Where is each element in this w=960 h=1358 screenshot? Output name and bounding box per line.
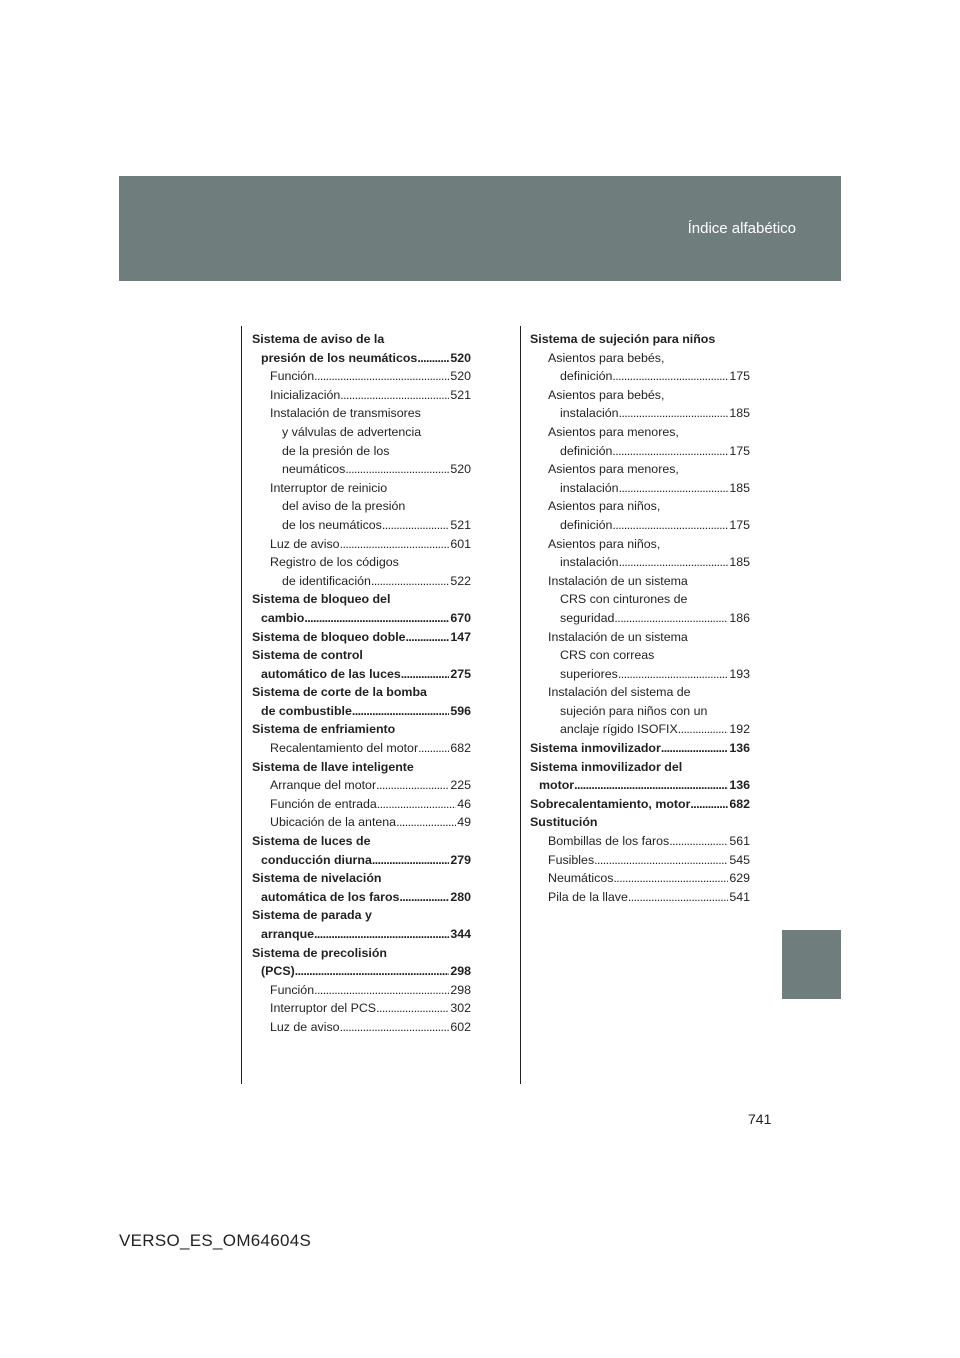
index-entry-text: arranque [261,927,315,941]
dot-leader [678,720,729,739]
dot-leader [399,888,449,907]
index-entry [252,349,471,368]
index-entry-text: Ubicación de la antena [270,815,397,830]
index-entry-page: 175 [729,369,750,384]
index-entry-text: motor [539,778,575,793]
index-entry-page: 601 [450,536,471,551]
index-entry-text: presión de los neumáticos [261,350,418,365]
index-entry-page: 344 [450,927,471,941]
index-entry-page: 521 [450,387,471,402]
index-entry [530,349,750,368]
index-entry-page: 49 [457,815,471,830]
index-entry [252,423,471,442]
page-number: 741 [748,1111,772,1127]
dot-leader [345,460,449,479]
index-entry-text: Interruptor del PCS [270,1001,377,1016]
index-entry-text: Instalación de un sistema [548,573,688,588]
index-entry-text: definición [560,517,613,532]
index-entry-text: Recalentamiento del motor [270,741,419,756]
index-entry [530,460,750,479]
index-entry [252,646,471,665]
index-entry-page: 670 [450,610,471,625]
index-entry [252,832,471,851]
index-entry-page: 602 [450,1019,471,1034]
index-entry [252,888,471,907]
index-entry-text: Sistema de sujeción para niños [530,332,716,346]
index-entry [530,665,750,684]
index-entry-text: instalación [560,406,619,421]
index-entry-page: 225 [450,778,471,793]
index-entry [530,628,750,647]
dot-leader [417,349,449,368]
index-entry [252,404,471,423]
index-entry-text: Luz de aviso [270,536,340,551]
index-entry-page: 175 [729,443,750,458]
index-entry [252,367,471,386]
index-entry [252,962,471,981]
index-entry-page: 185 [729,480,750,495]
index-entry [530,646,750,665]
index-entry [252,442,471,461]
index-entry [530,702,750,721]
index-entry [252,386,471,405]
index-entry-text: anclaje rígido ISOFIX [560,722,678,737]
index-entry [252,739,471,758]
index-entry-text: y válvulas de advertencia [282,424,422,439]
index-entry [252,1018,471,1037]
index-entry-text: Interruptor de reinicio [270,480,388,495]
index-entry-text: Bombillas de los faros [548,834,670,849]
index-entry-text: Instalación de transmisores [270,406,421,421]
index-entry [530,590,750,609]
index-entry-text: Luz de aviso [270,1019,340,1034]
dot-leader [352,702,449,721]
index-entry-text: Sistema de bloqueo del [252,592,391,607]
index-entry-text: Sistema de bloqueo doble [252,629,406,644]
index-entry [530,776,750,795]
index-entry-page: 682 [729,796,750,811]
dot-leader [690,795,728,814]
index-entry-page: 193 [729,666,750,681]
index-entry-text: seguridad [560,610,615,625]
dot-leader [612,367,728,386]
header-title: Índice alfabético [687,220,796,237]
index-entry [252,516,471,535]
index-entry-page: 192 [729,722,750,737]
dot-leader [594,851,728,870]
dot-leader [340,386,449,405]
index-entry-text: Asientos para niños, [548,536,661,551]
index-entry-page: 629 [729,871,750,886]
index-entry [252,665,471,684]
index-entry-page: 521 [450,517,471,532]
index-entry-text: automático de las luces [261,666,401,681]
index-entry-text: instalación [560,480,619,495]
index-entry-text: Asientos para bebés, [548,387,665,402]
index-entry [252,999,471,1018]
index-entry-text: de la presión de los [282,443,390,458]
index-entry-text: automática de los faros [261,889,400,904]
dot-leader [614,609,728,628]
index-entry-text: conducción diurna [261,852,372,867]
index-entry-page: 520 [450,462,471,477]
index-entry-text: Arranque del motor [270,778,377,793]
dot-leader [377,795,456,814]
header-band [119,176,841,281]
index-entry-text: Sistema de control [252,648,363,663]
index-entry-page: 682 [450,741,471,756]
index-entry [252,944,471,963]
index-entry-text: Sistema de llave inteligente [252,759,414,774]
index-entry-page: 185 [729,406,750,421]
dot-leader [372,851,449,870]
dot-leader [612,516,728,535]
index-entry-text: Sustitución [530,815,598,830]
index-entry-text: Sistema de enfriamiento [252,722,396,737]
index-entry-text: Instalación del sistema de [548,685,691,700]
index-entry [530,404,750,423]
index-entry-page: 136 [729,778,750,793]
index-entry [252,590,471,609]
dot-leader [376,776,449,795]
index-entry [530,386,750,405]
index-entry-text: Pila de la llave [548,889,628,904]
index-entry [252,535,471,554]
index-entry-text: Sistema inmovilizador del [530,759,683,774]
index-entry-page: 186 [729,610,750,625]
index-entry-text: (PCS) [261,964,295,979]
index-entry [530,888,750,907]
dot-leader [314,925,449,944]
index-entry [252,720,471,739]
index-entry-text: Asientos para menores, [548,462,679,477]
dot-leader [418,739,449,758]
index-entry [530,739,750,758]
dot-leader [406,628,450,647]
dot-leader [628,888,728,907]
index-entry-text: Sistema de corte de la bomba [252,685,427,700]
index-entry [530,609,750,628]
index-entry-text: de identificación [282,573,371,588]
index-entry [530,813,750,832]
index-entry-page: 561 [729,834,750,849]
index-entry-text: definición [560,443,613,458]
index-entry-text: Sistema de parada y [252,908,372,923]
index-entry [530,832,750,851]
dot-leader [376,999,449,1018]
dot-leader [661,739,728,758]
index-entry [252,851,471,870]
index-entry-text: superiores [560,666,618,681]
index-entry-page: 298 [450,964,471,979]
dot-leader [382,516,449,535]
section-thumb-tab [782,930,841,999]
index-entry [252,906,471,925]
index-entry-page: 596 [450,703,471,718]
index-entry [252,628,471,647]
index-entry-text: de combustible [261,703,352,718]
column-divider-left [241,326,242,1084]
index-entry-text: Sistema de aviso de la [252,332,385,346]
dot-leader [295,962,450,981]
index-entry [530,572,750,591]
index-entry-page: 280 [450,889,471,904]
index-entry [530,869,750,888]
index-entry [252,925,471,944]
index-entry-text: Instalación de un sistema [548,629,688,644]
dot-leader [340,535,450,554]
index-column-left [252,330,471,1037]
index-entry-text: definición [560,369,613,384]
index-entry [252,981,471,1000]
index-entry-text: Sistema inmovilizador [530,741,661,756]
index-entry-text: Función [270,982,315,997]
index-entry-text: instalación [560,555,619,570]
index-entry-page: 520 [450,369,471,384]
index-entry [252,776,471,795]
index-entry [530,553,750,572]
index-entry-text: Fusibles [548,852,595,867]
index-entry [530,720,750,739]
dot-leader [401,665,450,684]
index-entry-text: Asientos para bebés, [548,350,665,365]
index-entry-page: 541 [729,889,750,904]
dot-leader [618,665,728,684]
index-entry-text: Asientos para niños, [548,499,661,514]
index-entry-page: 136 [729,741,750,756]
column-divider-right [520,326,521,1084]
index-entry [530,442,750,461]
index-entry [252,795,471,814]
index-entry [530,851,750,870]
index-entry-text: CRS con cinturones de [560,592,688,607]
index-entry-text: Neumáticos [548,871,614,886]
index-entry [530,497,750,516]
index-entry [252,813,471,832]
index-entry-page: 545 [729,852,750,867]
index-entry-page: 279 [450,852,471,867]
index-entry [252,497,471,516]
index-entry-text: Sobrecalentamiento, motor [530,796,691,811]
index-entry [252,572,471,591]
index-entry-text: sujeción para niños con un [560,703,708,718]
index-entry [252,758,471,777]
dot-leader [314,367,449,386]
index-entry [252,683,471,702]
dot-leader [619,404,729,423]
index-entry [530,795,750,814]
index-entry-text: CRS con correas [560,648,655,663]
index-entry [530,516,750,535]
index-entry-text: Función [270,369,315,384]
index-entry [252,330,471,349]
dot-leader [574,776,728,795]
index-entry-text: de los neumáticos [282,517,382,532]
index-entry-page: 275 [450,666,471,681]
dot-leader [314,981,449,1000]
index-entry [252,460,471,479]
index-entry-text: del aviso de la presión [282,499,406,514]
index-entry [530,535,750,554]
index-entry [252,609,471,628]
index-entry-page: 46 [457,796,471,811]
index-entry-text: Sistema de nivelación [252,871,382,886]
index-entry [530,423,750,442]
index-entry-page: 147 [450,629,471,644]
index-entry-text: Registro de los códigos [270,555,399,570]
index-entry-text: neumáticos [282,462,346,477]
index-entry-text: Asientos para menores, [548,424,679,439]
dot-leader [396,813,456,832]
index-entry-page: 520 [450,350,471,365]
index-entry-text: cambio [261,610,305,625]
dot-leader [371,572,449,591]
index-entry-text: Función de entrada [270,796,377,811]
index-entry-page: 175 [729,517,750,532]
dot-leader [304,609,449,628]
index-entry [252,553,471,572]
index-entry [252,869,471,888]
dot-leader [619,479,729,498]
index-entry [530,479,750,498]
index-entry-page: 185 [729,555,750,570]
index-entry [252,702,471,721]
index-entry [530,367,750,386]
dot-leader [619,553,729,572]
dot-leader [340,1018,450,1037]
index-entry [530,683,750,702]
index-entry-page: 302 [450,1001,471,1016]
dot-leader [612,442,728,461]
index-entry-text: Sistema de precolisión [252,945,387,960]
index-entry [252,479,471,498]
index-column-right [530,330,750,906]
index-entry-page: 522 [450,573,471,588]
index-entry [530,330,750,349]
dot-leader [669,832,728,851]
dot-leader [613,869,728,888]
document-code: VERSO_ES_OM64604S [119,1231,312,1250]
index-entry-text: Inicialización [270,387,341,402]
index-entry-page: 298 [450,982,471,997]
index-entry-text: Sistema de luces de [252,834,371,849]
index-entry [530,758,750,777]
